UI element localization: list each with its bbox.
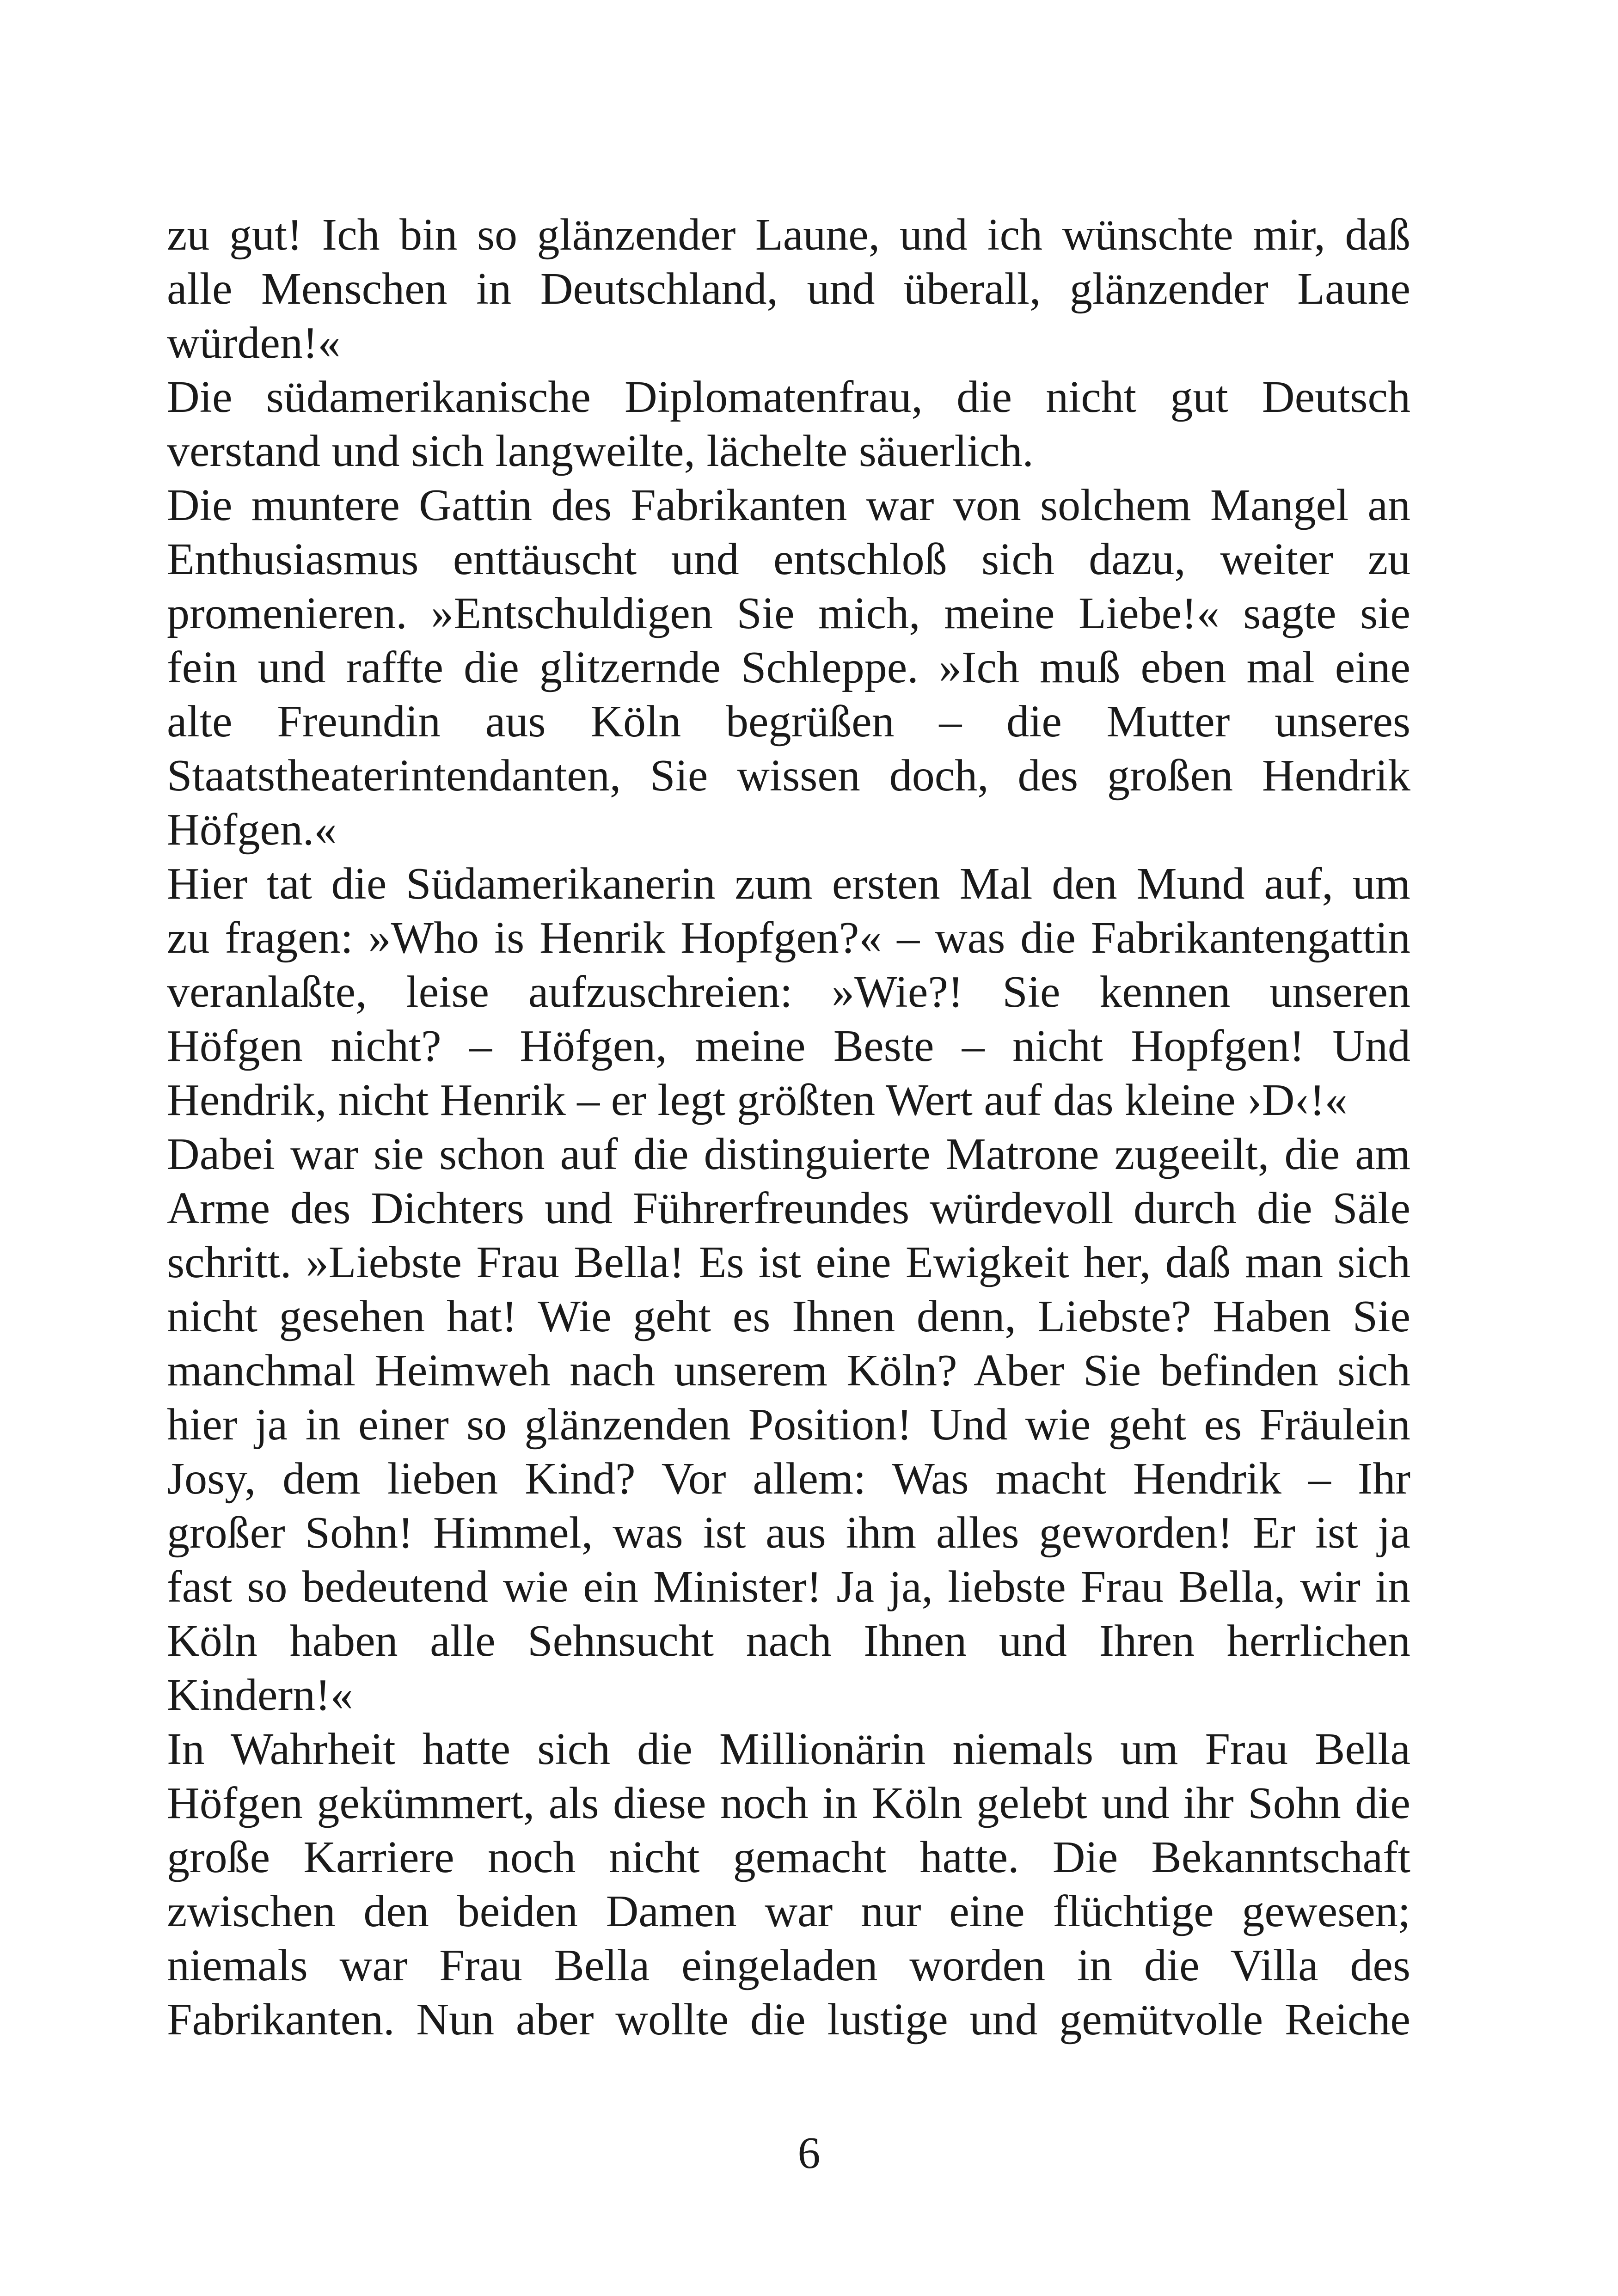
text-line: Arme des Dichters und Führerfreundes würdevoll durch die Säle xyxy=(167,1183,1410,1233)
page-number: 6 xyxy=(797,2128,821,2178)
text-line: Dabei war sie schon auf die distinguierte Matrone zugeeilt, die am xyxy=(167,1129,1410,1179)
text-line: Hier tat die Südamerikanerin zum ersten Mal den Mund auf, um xyxy=(167,859,1410,909)
text-line: veranlaßte, leise aufzuschreien: »Wie?! Sie kennen unseren xyxy=(167,967,1410,1017)
paragraph xyxy=(167,208,1410,370)
paragraph xyxy=(167,1722,1410,2047)
text-line: Die muntere Gattin des Fabrikanten war von solchem Mangel an xyxy=(167,480,1410,530)
paragraph xyxy=(167,370,1410,478)
text-line: alle Menschen in Deutschland, und überall, glänzender Laune xyxy=(167,264,1410,314)
body-text xyxy=(167,208,1410,2047)
text-line: verstand und sich langweilte, lächelte säuerlich. xyxy=(167,426,1034,476)
text-line: zu gut! Ich bin so glänzender Laune, und ich wünschte mir, daß xyxy=(167,210,1410,260)
text-line: zu fragen: »Who is Henrik Hopfgen?« – was die Fabrikantengattin xyxy=(167,913,1410,963)
paragraph xyxy=(167,1127,1410,1722)
text-line: zwischen den beiden Damen war nur eine flüchtige gewesen; xyxy=(167,1886,1410,1936)
text-line: Die südamerikanische Diplomatenfrau, die nicht gut Deutsch xyxy=(167,372,1410,422)
text-line: würden!« xyxy=(167,318,341,368)
text-line: promenieren. »Entschuldigen Sie mich, meine Liebe!« sagte sie xyxy=(167,588,1410,638)
text-line: alte Freundin aus Köln begrüßen – die Mutter unseres xyxy=(167,697,1410,747)
text-line: niemals war Frau Bella eingeladen worden in die Villa des xyxy=(167,1941,1410,1990)
text-line: Staatstheaterintendanten, Sie wissen doch, des großen Hendrik xyxy=(167,751,1410,801)
text-line: manchmal Heimweh nach unserem Köln? Aber Sie befinden sich xyxy=(167,1346,1410,1396)
text-line: In Wahrheit hatte sich die Millionärin niemals um Frau Bella xyxy=(167,1724,1410,1774)
text-line: Enthusiasmus enttäuscht und entschloß sich dazu, weiter zu xyxy=(167,534,1410,584)
text-line: fein und raffte die glitzernde Schleppe. »Ich muß eben mal eine xyxy=(167,643,1410,692)
text-line: Fabrikanten. Nun aber wollte die lustige und gemütvolle Reiche xyxy=(167,1995,1410,2045)
text-line: Josy, dem lieben Kind? Vor allem: Was macht Hendrik – Ihr xyxy=(167,1454,1410,1504)
text-line: große Karriere noch nicht gemacht hatte. Die Bekanntschaft xyxy=(167,1832,1410,1882)
text-line: hier ja in einer so glänzenden Position! Und wie geht es Fräulein xyxy=(167,1400,1410,1450)
paragraph xyxy=(167,857,1410,1127)
text-line: Köln haben alle Sehnsucht nach Ihnen und Ihren herrlichen xyxy=(167,1616,1410,1666)
text-line: Hendrik, nicht Henrik – er legt größten Wert auf das kleine ›D‹!« xyxy=(167,1075,1348,1125)
text-line: großer Sohn! Himmel, was ist aus ihm alles geworden! Er ist ja xyxy=(167,1508,1410,1558)
text-line: nicht gesehen hat! Wie geht es Ihnen denn, Liebste? Haben Sie xyxy=(167,1292,1410,1341)
text-line: Höfgen.« xyxy=(167,805,337,855)
text-line: fast so bedeutend wie ein Minister! Ja ja, liebste Frau Bella, wir in xyxy=(167,1562,1410,1612)
text-line: Höfgen nicht? – Höfgen, meine Beste – nicht Hopfgen! Und xyxy=(167,1021,1410,1071)
text-line: schritt. »Liebste Frau Bella! Es ist eine Ewigkeit her, daß man sich xyxy=(167,1237,1410,1287)
text-line: Höfgen gekümmert, als diese noch in Köln gelebt und ihr Sohn die xyxy=(167,1778,1410,1828)
text-line: Kindern!« xyxy=(167,1670,353,1720)
paragraph xyxy=(167,478,1410,857)
